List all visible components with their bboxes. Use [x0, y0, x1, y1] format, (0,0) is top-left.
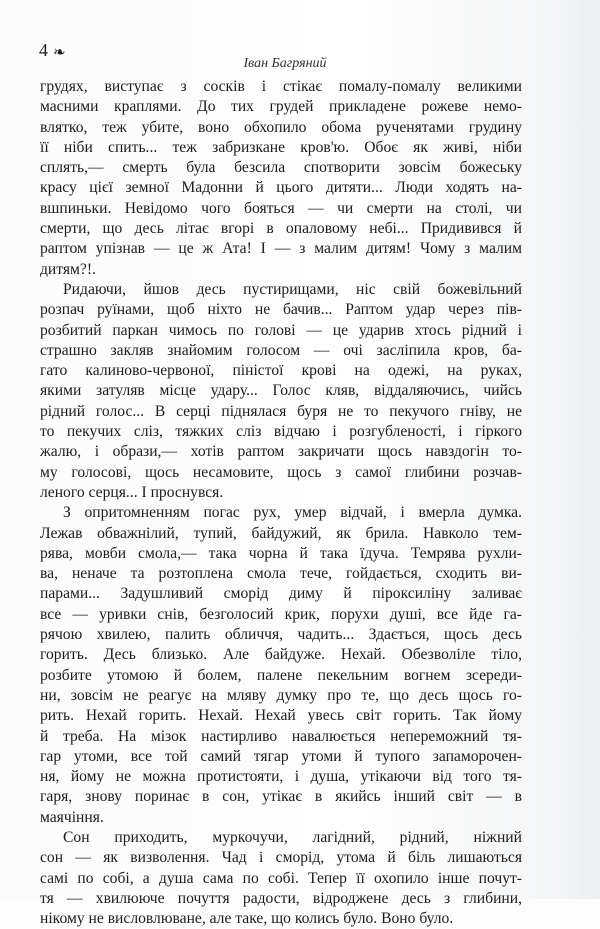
text-line: смерти, що десь літає вгорі в опаловому небі... Придивився й: [40, 220, 522, 238]
text-line: масними краплями. До тих грудей прикладене рожеве немо-: [40, 98, 522, 116]
text-line: Ридаючи, йшов десь пустирищами, ніс свій божевільний: [63, 280, 522, 298]
paragraph: [40, 828, 522, 929]
text-line: розпач руїнами, щоб ніхто не бачив... Раптом удар через пів-: [40, 301, 522, 319]
text-line: жалю, і образи,— хотів раптом закричати щось навздогін то-: [40, 443, 522, 461]
text-line: вшпиньки. Невідомо чого бояться — чи смерти на столі, чи: [40, 199, 522, 217]
text-line: парами... Задушливий сморід диму й піроксиліну заливає: [40, 585, 522, 603]
text-line: розбите утомою й болем, палене пекельним вогнем зсереди-: [40, 666, 522, 684]
text-line: її ніби спить... теж забризкане кров'ю. Обоє як живі, ніби: [40, 138, 522, 156]
running-head-author: Іван Багряний: [243, 56, 327, 71]
text-line: й треба. На мізок настирливо навалюється непереможний тя-: [40, 727, 522, 745]
text-line: му голосові, щось несамовите, щось з самої глибини розчав-: [40, 463, 522, 481]
text-line: гар утоми, все той самий тягар утоми й тупого запаморочен-: [40, 747, 522, 765]
text-line: рить. Нехай горить. Нехай. Нехай увесь світ горить. Так йому: [40, 707, 522, 725]
text-line: Сон приходить, муркочучи, лагідний, рідний, ніжний: [63, 828, 522, 846]
text-line: маячіння.: [40, 808, 104, 826]
text-line: якими затуляв місце удару... Голос кляв, віддаляючись, чийсь: [40, 382, 522, 400]
text-line: ня, йому не можна протистояти, і душа, утікаючи від того тя-: [40, 768, 522, 786]
text-line: рява, мовби смола,— така чорна й така їдуча. Темрява рухли-: [40, 544, 522, 562]
text-line: самі по собі, а душа сама по собі. Тепер її охопило інше почут-: [40, 869, 522, 887]
text-line: страшно закляв знайомим голосом — очі засліпила кров, ба-: [40, 341, 522, 359]
text-line: все — уривки снів, безголосий крик, порухи душі, все йде га-: [40, 605, 522, 623]
text-line: раптом упізнав — це ж Ата! І — з малим дитям! Чому з малим: [40, 240, 522, 258]
text-line: сплять,— смерть була безсила спотворити зовсім божеську: [40, 159, 522, 177]
paragraph: [40, 280, 522, 503]
text-line: дитям?!.: [40, 260, 96, 278]
text-line: леного серця... І проснувся.: [40, 483, 224, 501]
text-line: то пекучих сліз, тяжких сліз відчаю і розгубленості, і гіркого: [40, 423, 522, 441]
text-line: грудях, виступає з сосків і стікає помалу-помалу великими: [40, 78, 522, 95]
fleuron-ornament-icon: ❧: [53, 45, 66, 61]
text-line: ни, зовсім не реагує на мляву думку про те, що десь щось го-: [40, 686, 522, 704]
paragraph: [40, 503, 522, 828]
text-line: гато калиново-червоної, піністої крові на одежі, на руках,: [40, 362, 522, 380]
text-line: рячою хвилею, палить обличчя, чадить... Здається, щось десь: [40, 626, 522, 644]
text-line: сон — як визволення. Чад і сморід, утома й біль лишаються: [40, 849, 522, 867]
text-line: гаря, знову поринає в сон, утікає в якийсь інший світ — в: [40, 788, 522, 806]
paragraph: [40, 77, 522, 280]
text-line: З опритомненням погас рух, умер відчай, і вмерла думка.: [63, 504, 522, 522]
text-line: влятко, теж убите, воно обхопило обома рученятами грудину: [40, 118, 522, 136]
body-text: [40, 77, 522, 929]
text-line: горить. Десь близько. Але байдуже. Нехай. Обезволіле тіло,: [40, 646, 522, 664]
text-line: тя — хвилююче почуття радости, відроджене десь з глибини,: [40, 889, 522, 907]
text-line: ва, неначе та розтоплена смола тече, гойдається, сходить ви-: [40, 565, 522, 583]
text-line: Лежав обважнілий, тупий, байдужий, як брила. Навколо тем-: [40, 524, 522, 542]
text-line: красу цієї земної Мадонни й цього дитяти... Люди ходять на-: [40, 179, 522, 197]
text-line: нікому не висловлюване, але таке, що колись було. Воно було.: [40, 910, 454, 928]
page-number: 4: [39, 40, 48, 60]
text-line: розбитий паркан чимось по голові — це ударив хтось рідний і: [40, 321, 522, 339]
text-line: рідний голос... В серці піднялася буря не то пекучого гніву, не: [40, 402, 522, 420]
